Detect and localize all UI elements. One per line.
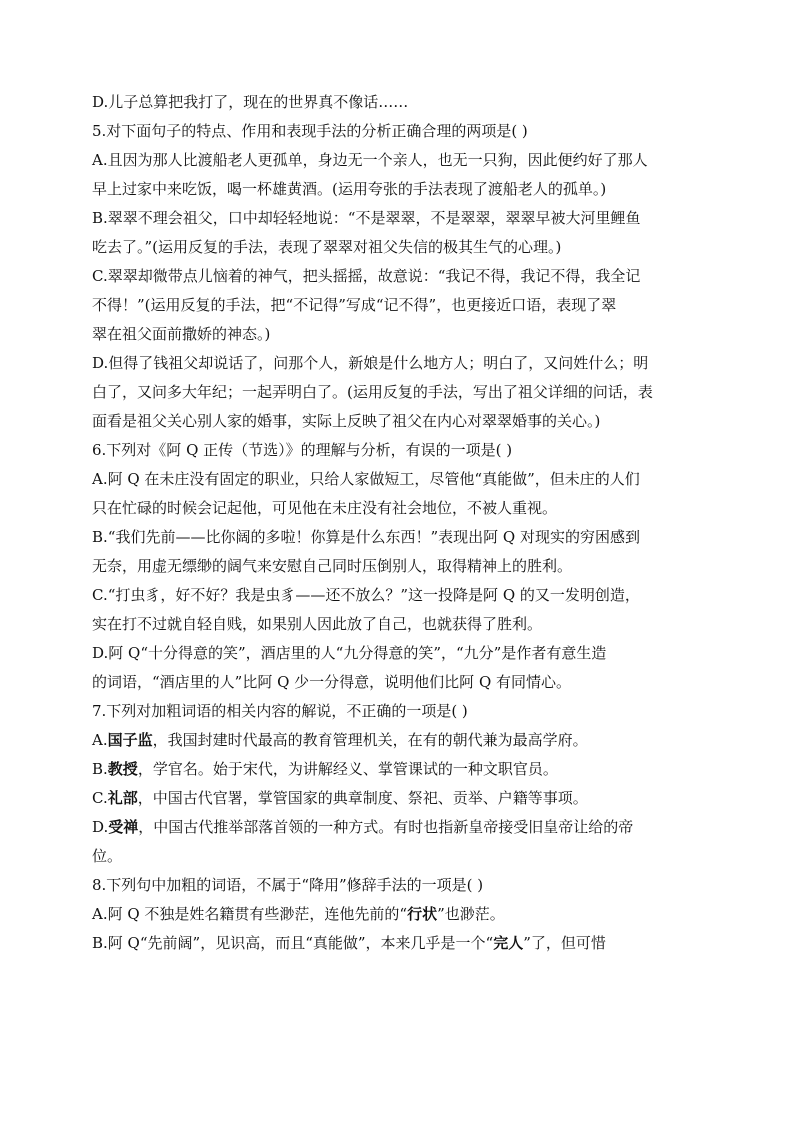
text-segment: C.“打虫豸，好不好？我是虫豸——还不放么？”这一投降是阿 Q 的又一发明创造， (92, 586, 640, 604)
text-line (92, 842, 692, 871)
text-line (92, 581, 692, 610)
text-line (92, 523, 692, 552)
text-line (92, 233, 692, 262)
text-line (92, 639, 692, 668)
text-segment: D.阿 Q“十分得意的笑”，酒店里的人“九分得意的笑”，“九分”是作者有意生造 (92, 644, 607, 662)
exam-text-body (92, 88, 692, 958)
text-segment: C. (92, 789, 108, 807)
text-line (92, 262, 692, 291)
text-segment: 8.下列句中加粗的词语，不属于“降用”修辞手法的一项是( ) (92, 876, 484, 894)
text-segment: C.翠翠却微带点儿恼着的神气，把头摇摇，故意说：“我记不得，我记不得，我全记 (92, 267, 641, 285)
text-segment: ”也渺茫。 (437, 905, 505, 923)
text-line (92, 668, 692, 697)
text-segment: A.阿 Q 不独是姓名籍贯有些渺茫，连他先前的“ (92, 905, 408, 923)
text-line (92, 175, 692, 204)
text-line (92, 552, 692, 581)
text-line (92, 465, 692, 494)
text-segment: D.儿子总算把我打了，现在的世界真不像话…… (92, 93, 409, 111)
text-line (92, 204, 692, 233)
text-line (92, 291, 692, 320)
text-segment: 无奈，用虚无缥缈的阔气来安慰自己同时压倒别人，取得精神上的胜利。 (92, 557, 573, 575)
text-segment: 不得！”(运用反复的手法，把“不记得”写成“记不得”，也更接近口语，表现了翠 (92, 296, 617, 314)
text-line (92, 146, 692, 175)
text-line (92, 784, 692, 813)
text-segment: ，中国古代官署，掌管国家的典章制度、祭祀、贡举、户籍等事项。 (137, 789, 588, 807)
text-segment: A. (92, 731, 108, 749)
text-line (92, 436, 692, 465)
text-segment: 面看是祖父关心别人家的婚事，实际上反映了祖父在内心对翠翠婚事的关心。) (92, 412, 601, 430)
text-line (92, 117, 692, 146)
text-segment: ，我国封建时代最高的教育管理机关，在有的朝代兼为最高学府。 (152, 731, 588, 749)
text-segment: 早上过家中来吃饭，喝一杯雄黄酒。(运用夸张的手法表现了渡船老人的孤单。) (92, 180, 607, 198)
text-line (92, 349, 692, 378)
text-segment: ”了，但可惜 (523, 934, 606, 952)
text-segment: A.且因为那人比渡船老人更孤单，身边无一个亲人，也无一只狗，因此便约好了那人 (92, 151, 648, 169)
text-segment: 白了，又问多大年纪；一起弄明白了。(运用反复的手法，写出了祖父详细的问话，表 (92, 383, 653, 401)
text-segment: 实在打不过就自轻自贱，如果别人因此放了自己，也就获得了胜利。 (92, 615, 543, 633)
text-segment: B. (92, 760, 108, 778)
text-segment: D.但得了钱祖父却说话了，问那个人，新娘是什么地方人；明白了，又问姓什么；明 (92, 354, 649, 372)
text-segment: 6.下列对《阿 Q 正传（节选）》的理解与分析，有误的一项是( ) (92, 441, 513, 459)
text-line (92, 726, 692, 755)
text-line (92, 697, 692, 726)
bold-term: 教授 (107, 760, 138, 778)
text-segment: D. (92, 818, 109, 836)
text-segment: 5.对下面句子的特点、作用和表现手法的分析正确合理的两项是( ) (92, 122, 528, 140)
text-segment: B.翠翠不理会祖父，口中却轻轻地说：“不是翠翠，不是翠翠，翠翠早被大河里鲤鱼 (92, 209, 641, 227)
text-segment: B.“我们先前——比你阔的多啦！你算是什么东西！”表现出阿 Q 对现实的穷困感到 (92, 528, 640, 546)
text-line (92, 755, 692, 784)
text-line (92, 871, 692, 900)
text-segment: A.阿 Q 在未庄没有固定的职业，只给人家做短工，尽管他“真能做”，但未庄的人们 (92, 470, 640, 488)
bold-term: 完人 (493, 934, 524, 952)
text-segment: ，学官名。始于宋代，为讲解经义、掌管课试的一种文职官员。 (137, 760, 558, 778)
text-segment: 吃去了。”(运用反复的手法，表现了翠翠对祖父失信的极其生气的心理。) (92, 238, 562, 256)
text-segment: 翠在祖父面前撒娇的神态。) (92, 325, 271, 343)
text-line (92, 494, 692, 523)
bold-term: 行状 (407, 905, 438, 923)
text-line (92, 610, 692, 639)
text-line (92, 88, 692, 117)
bold-term: 受禅 (108, 818, 139, 836)
text-segment: 的词语，“酒店里的人”比阿 Q 少一分得意，说明他们比阿 Q 有同情心。 (92, 673, 572, 691)
text-line (92, 813, 692, 842)
text-segment: 位。 (92, 847, 123, 865)
text-segment: 7.下列对加粗词语的相关内容的解说，不正确的一项是( ) (92, 702, 468, 720)
text-line (92, 929, 692, 958)
text-line (92, 407, 692, 436)
text-line (92, 900, 692, 929)
bold-term: 礼部 (107, 789, 138, 807)
bold-term: 国子监 (107, 731, 153, 749)
text-line (92, 320, 692, 349)
text-line (92, 378, 692, 407)
text-segment: B.阿 Q“先前阔”，见识高，而且“真能做”，本来几乎是一个“ (92, 934, 494, 952)
text-segment: ，中国古代推举部落首领的一种方式。有时也指新皇帝接受旧皇帝让给的帝 (138, 818, 634, 836)
text-segment: 只在忙碌的时候会记起他，可见他在未庄没有社会地位，不被人重视。 (92, 499, 558, 517)
